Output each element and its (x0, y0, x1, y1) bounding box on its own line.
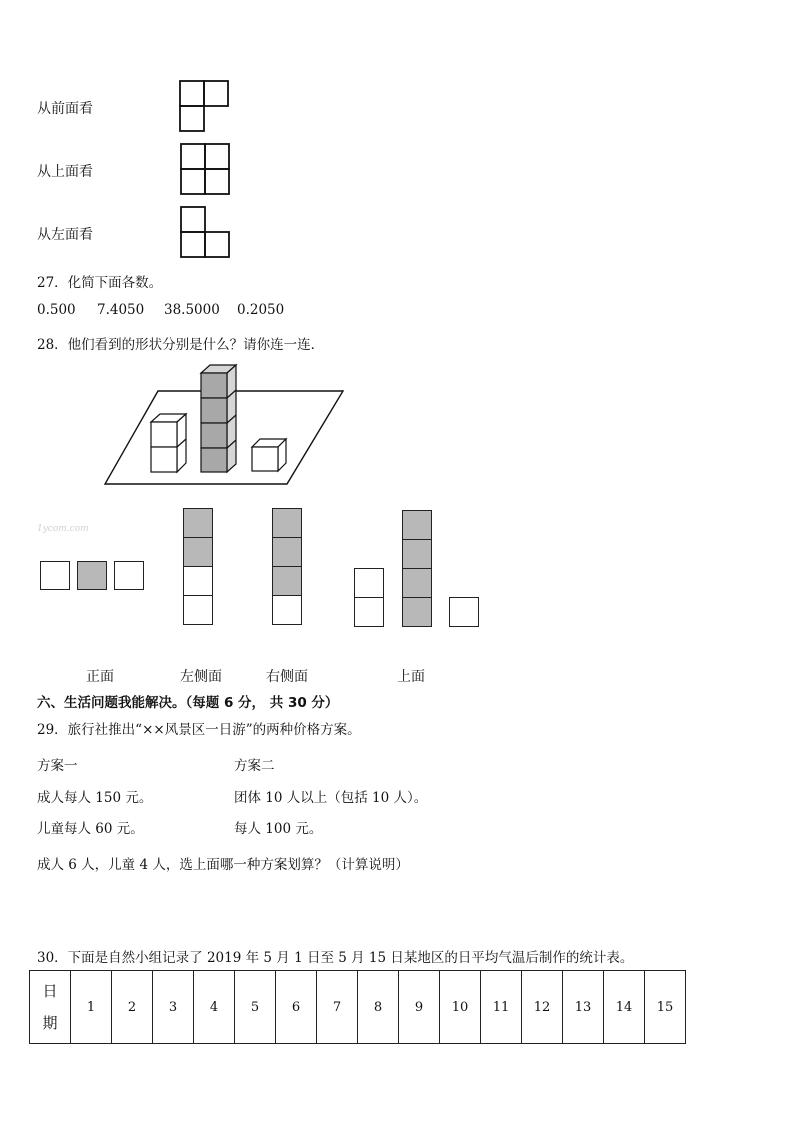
option-d-square-2 (354, 597, 384, 627)
day-cell: 14 (604, 971, 645, 1044)
option-c-square-4 (272, 595, 302, 625)
q28-prompt: 28．他们看到的形状分别是什么？请你连一连． (37, 337, 325, 353)
plan2-line1: 团体 10 人以上（包括 10 人）。 (234, 790, 428, 806)
option-b-square-3 (183, 566, 213, 596)
option-c-square-2 (272, 537, 302, 567)
day-cell: 10 (440, 971, 481, 1044)
top-view-shape (179, 142, 233, 198)
left-view-label: 从左面看 (37, 227, 93, 243)
day-cell: 7 (317, 971, 358, 1044)
day-cell: 8 (358, 971, 399, 1044)
day-cell: 4 (194, 971, 235, 1044)
q27-prompt: 27．化简下面各数。 (37, 275, 163, 291)
day-cell: 11 (481, 971, 522, 1044)
day-cell: 12 (522, 971, 563, 1044)
option-c-square-3 (272, 566, 302, 596)
left-view-shape (179, 205, 233, 261)
section-6-title: 六、生活问题我能解决。（每题 6 分， 共 30 分） (37, 695, 339, 711)
label-right-side: 右侧面 (266, 669, 308, 685)
q27-number-3: 38.5000 (164, 302, 220, 318)
watermark: 1ycom.com (37, 524, 89, 534)
front-view-label: 从前面看 (37, 101, 93, 117)
day-cell: 9 (399, 971, 440, 1044)
plan1-line1: 成人每人 150 元。 (37, 790, 153, 806)
option-d-square-3 (402, 510, 432, 540)
day-cell: 6 (276, 971, 317, 1044)
q30-prompt: 30．下面是自然小组记录了 2019 年 5 月 1 日至 5 月 15 日某地区的日平均气温后制作的统计表。 (37, 950, 634, 966)
plan1-line2: 儿童每人 60 元。 (37, 821, 144, 837)
label-front: 正面 (86, 669, 114, 685)
option-d-square-1 (354, 568, 384, 598)
option-b-square-2 (183, 537, 213, 567)
option-b-square-4 (183, 595, 213, 625)
table-row (30, 971, 686, 1044)
day-cell: 2 (112, 971, 153, 1044)
day-cell: 13 (563, 971, 604, 1044)
q29-question: 成人 6 人，儿童 4 人，选上面哪一种方案划算？（计算说明） (37, 857, 409, 873)
temperature-table (29, 970, 686, 1044)
label-left-side: 左侧面 (180, 669, 222, 685)
day-cell: 3 (153, 971, 194, 1044)
header-char-2: 期 (42, 1014, 58, 1032)
q27-number-4: 0.2050 (237, 302, 285, 318)
top-view-label: 从上面看 (37, 164, 93, 180)
day-cell: 15 (645, 971, 686, 1044)
day-cell: 1 (71, 971, 112, 1044)
day-cell: 5 (235, 971, 276, 1044)
q29-prompt: 29．旅行社推出“××风景区一日游”的两种价格方案。 (37, 722, 361, 738)
table-header-cell (30, 971, 71, 1044)
option-a-square-3 (114, 561, 144, 590)
option-d-square-6 (402, 597, 432, 627)
header-char-1: 日 (42, 982, 58, 1000)
q27-number-1: 0.500 (37, 302, 76, 318)
option-d-square-5 (402, 568, 432, 598)
plan2-line2: 每人 100 元。 (234, 821, 323, 837)
option-d-square-7 (449, 597, 479, 627)
label-top: 上面 (397, 669, 425, 685)
q27-number-2: 7.4050 (97, 302, 145, 318)
option-d-square-4 (402, 539, 432, 569)
option-b-square-1 (183, 508, 213, 538)
option-c-square-1 (272, 508, 302, 538)
cube-scene-illustration (100, 360, 350, 490)
plan2-title: 方案二 (234, 758, 275, 774)
plan1-title: 方案一 (37, 758, 78, 774)
option-a-square-1 (40, 561, 70, 590)
option-a-square-2 (77, 561, 107, 590)
front-view-shape (178, 79, 232, 135)
